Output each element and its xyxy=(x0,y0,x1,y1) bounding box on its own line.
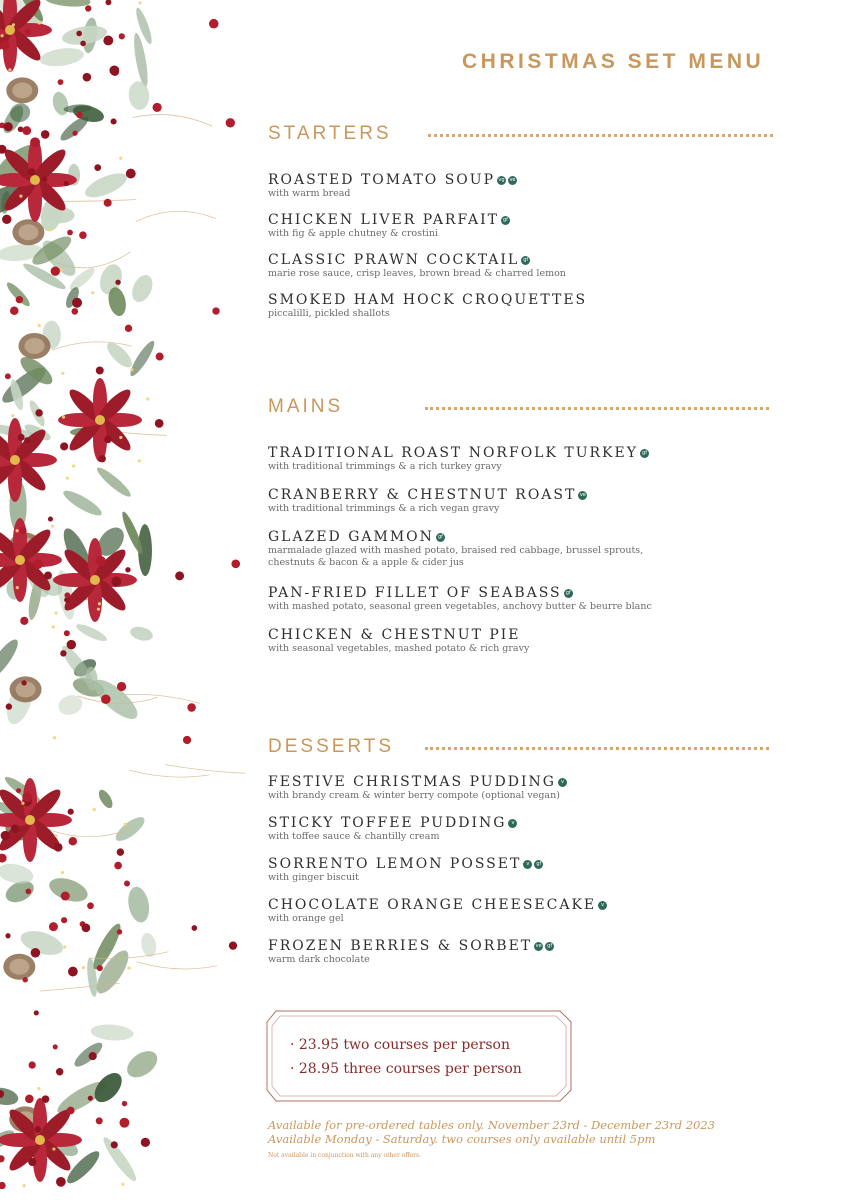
light-sparkle xyxy=(52,1147,55,1150)
availability-note: Available for pre-ordered tables only. November 23rd - December 23rd 2023 xyxy=(268,1118,715,1132)
leaf xyxy=(56,692,85,718)
holly-berry xyxy=(0,1182,6,1189)
dietary-badges xyxy=(576,484,587,503)
leaf xyxy=(39,46,85,69)
menu-item xyxy=(268,442,788,473)
item-name: CHICKEN LIVER PARFAIT xyxy=(268,212,499,228)
poinsettia-center xyxy=(25,815,35,825)
menu-item xyxy=(268,853,788,884)
leaf xyxy=(94,464,134,500)
item-description: with toffee sauce & chantilly cream xyxy=(268,831,440,842)
mains-section xyxy=(268,396,788,654)
light-sparkle xyxy=(54,834,57,837)
holly-berry xyxy=(67,1107,75,1115)
gold-twig xyxy=(165,765,245,774)
holly-berry xyxy=(0,1155,5,1162)
leaf xyxy=(88,674,143,726)
holly-berry xyxy=(16,296,23,303)
leaf xyxy=(100,1134,140,1184)
holly-berry xyxy=(56,1177,66,1187)
leaf xyxy=(50,90,71,117)
mains-divider xyxy=(425,407,769,410)
holly-berry xyxy=(212,307,219,314)
menu-item xyxy=(268,624,788,655)
poinsettia-center xyxy=(30,175,40,185)
holly-berry xyxy=(5,933,10,938)
price-two-courses: · 23.95 two courses per person xyxy=(290,1037,510,1053)
menu-item xyxy=(268,484,788,515)
holly-berry xyxy=(42,176,48,182)
holly-berry xyxy=(155,419,164,428)
light-sparkle xyxy=(8,68,11,71)
leaf xyxy=(61,487,105,520)
leaf xyxy=(4,280,32,309)
poinsettia-center xyxy=(15,555,25,565)
menu-item xyxy=(268,249,788,280)
holly-berry xyxy=(64,181,69,186)
holly-berry xyxy=(105,0,111,5)
holly-berry xyxy=(19,527,26,534)
holly-berry xyxy=(49,922,58,931)
holly-berry xyxy=(35,409,42,416)
dietary-gf-icon: gf xyxy=(436,533,445,542)
holly-berry xyxy=(109,65,119,75)
light-sparkle xyxy=(119,436,122,439)
item-description: with ginger biscuit xyxy=(268,872,359,883)
holly-berry xyxy=(94,164,101,171)
dietary-badges xyxy=(562,582,573,601)
light-sparkle xyxy=(98,602,101,605)
dietary-badges xyxy=(495,169,517,188)
holly-berry xyxy=(0,854,7,863)
menu-item xyxy=(268,582,788,613)
holly-berry xyxy=(21,680,26,685)
holly-berry xyxy=(51,267,60,276)
holly-berry xyxy=(23,977,28,982)
dietary-badges xyxy=(519,249,530,268)
dietary-gf-icon: gf xyxy=(640,449,649,458)
holly-berry xyxy=(64,630,70,636)
holly-berry xyxy=(72,298,82,308)
leaf xyxy=(122,1046,162,1083)
light-sparkle xyxy=(72,464,75,467)
holly-berry xyxy=(89,1052,97,1060)
holly-berry xyxy=(53,1044,58,1049)
light-sparkle xyxy=(16,586,19,589)
holly-berry xyxy=(96,556,106,566)
dietary-vg-icon: vg xyxy=(498,177,505,183)
holly-berry xyxy=(76,31,82,37)
item-name: CLASSIC PRAWN COCKTAIL xyxy=(268,252,520,268)
poinsettia-center xyxy=(95,415,105,425)
light-sparkle xyxy=(55,612,58,615)
dietary-badges xyxy=(506,812,517,831)
desserts-divider xyxy=(425,747,769,750)
leaf xyxy=(112,813,148,845)
dietary-gf-icon: gf xyxy=(521,256,530,265)
price-box-frame xyxy=(266,1010,572,1102)
light-sparkle xyxy=(97,608,100,611)
holly-berry xyxy=(29,1061,36,1068)
floral-border-illustration xyxy=(0,0,270,1200)
light-sparkle xyxy=(11,414,14,417)
item-name: CHICKEN & CHESTNUT PIE xyxy=(268,627,521,643)
item-name: CRANBERRY & CHESTNUT ROAST xyxy=(268,487,577,503)
light-sparkle xyxy=(60,269,63,272)
holly-berry xyxy=(119,33,125,39)
starters-heading: STARTERS xyxy=(268,123,392,144)
holly-berry xyxy=(22,792,32,802)
light-sparkle xyxy=(48,228,51,231)
item-description-continued: chestnuts & bacon & a apple & cider jus xyxy=(268,557,464,568)
holly-berry xyxy=(88,1096,93,1101)
light-sparkle xyxy=(124,823,127,826)
holly-berry xyxy=(61,917,67,923)
holly-berry xyxy=(28,168,36,176)
light-sparkle xyxy=(127,966,130,969)
light-sparkle xyxy=(19,194,22,197)
starters-divider xyxy=(428,134,773,137)
dietary-gf-icon: gf xyxy=(545,942,554,951)
holly-berry xyxy=(33,559,43,569)
item-description: with brandy cream & winter berry compote (optional vegan) xyxy=(268,790,560,801)
holly-berry xyxy=(87,902,94,909)
light-sparkle xyxy=(63,945,66,948)
holly-berry xyxy=(24,29,30,35)
holly-berry xyxy=(18,434,25,441)
holly-berry xyxy=(126,169,136,179)
holly-berry xyxy=(104,436,112,444)
poinsettia-center xyxy=(35,1135,45,1145)
holly-berry xyxy=(64,592,70,598)
holly-berry xyxy=(71,308,78,315)
holly-berry xyxy=(83,73,92,82)
holly-berry xyxy=(5,373,11,379)
holly-berry xyxy=(11,824,20,833)
starters-header xyxy=(268,123,788,149)
dietary-badges xyxy=(532,935,554,954)
holly-berry xyxy=(99,455,106,462)
holly-berry xyxy=(183,736,191,744)
item-name: SORRENTO LEMON POSSET xyxy=(268,856,522,872)
light-sparkle xyxy=(61,871,64,874)
poinsettia-center xyxy=(90,575,100,585)
holly-berry xyxy=(76,112,82,118)
desserts-heading: DESSERTS xyxy=(268,736,395,757)
holly-berry xyxy=(68,967,78,977)
item-name: FROZEN BERRIES & SORBET xyxy=(268,938,533,954)
leaf xyxy=(44,0,91,8)
leaf xyxy=(128,272,156,306)
leaf xyxy=(129,625,155,643)
dietary-badges xyxy=(556,771,567,790)
leaf xyxy=(82,168,130,202)
holly-berry xyxy=(97,965,103,971)
holly-berry xyxy=(125,567,130,572)
holly-berry xyxy=(1,831,10,840)
holly-berry xyxy=(28,1158,36,1166)
leaf xyxy=(127,338,158,378)
light-sparkle xyxy=(82,966,85,969)
holly-berry xyxy=(115,280,120,285)
menu-title: CHRISTMAS SET MENU xyxy=(462,50,765,73)
pinecone-highlight xyxy=(18,224,38,240)
holly-berry xyxy=(209,19,219,29)
dietary-badges xyxy=(521,853,543,872)
holly-berry xyxy=(156,353,164,361)
leaf xyxy=(71,1039,105,1070)
holly-berry xyxy=(117,848,124,855)
holly-berry xyxy=(72,130,77,135)
item-name: TRADITIONAL ROAST NORFOLK TURKEY xyxy=(268,445,638,461)
item-description: with mashed potato, seasonal green vegetables, anchovy butter & beurre blanc xyxy=(268,601,652,612)
holly-berry xyxy=(2,215,11,224)
holly-berry xyxy=(48,517,53,522)
dietary-ve-icon: ve xyxy=(509,177,516,183)
light-sparkle xyxy=(66,476,69,479)
item-name: ROASTED TOMATO SOUP xyxy=(268,172,495,188)
item-description: with seasonal vegetables, mashed potato & rich gravy xyxy=(268,643,530,654)
holly-berry xyxy=(80,41,86,47)
light-sparkle xyxy=(121,1183,124,1186)
item-name: STICKY TOFFEE PUDDING xyxy=(268,815,507,831)
holly-berry xyxy=(191,925,197,931)
menu-item xyxy=(268,894,788,925)
holly-berry xyxy=(124,881,130,887)
light-sparkle xyxy=(146,397,149,400)
dietary-v-icon: v xyxy=(523,860,532,869)
gold-twig xyxy=(136,211,216,221)
holly-berry xyxy=(54,843,63,852)
item-description: marmalade glazed with mashed potato, braised red cabbage, brussel sprouts, xyxy=(268,545,644,556)
holly-berry xyxy=(104,199,112,207)
holly-berry xyxy=(42,1095,50,1103)
holly-berry xyxy=(68,809,74,815)
light-sparkle xyxy=(93,808,96,811)
light-sparkle xyxy=(61,372,64,375)
gold-twig xyxy=(132,115,212,127)
holly-berry xyxy=(103,36,113,46)
gold-twig xyxy=(137,962,217,969)
light-sparkle xyxy=(23,1184,26,1187)
holly-berry xyxy=(24,437,30,443)
dietary-v-icon: v xyxy=(558,778,567,787)
menu-item xyxy=(268,526,788,569)
leaf xyxy=(96,788,115,811)
light-sparkle xyxy=(130,368,133,371)
item-name: CHOCOLATE ORANGE CHEESECAKE xyxy=(268,897,597,913)
holly-berry xyxy=(117,682,126,691)
pinecone-highlight xyxy=(24,338,44,354)
holly-berry xyxy=(111,577,121,587)
poinsettia-center xyxy=(5,25,15,35)
holly-berry xyxy=(0,40,10,50)
holly-berry xyxy=(60,442,68,450)
light-sparkle xyxy=(37,1087,40,1090)
holly-berry xyxy=(22,126,31,135)
holly-berry xyxy=(82,924,91,933)
gold-twig xyxy=(129,770,209,777)
menu-item xyxy=(268,209,788,240)
offer-disclaimer: Not available in conjunction with any other offers. xyxy=(268,1152,422,1159)
menu-item xyxy=(268,771,788,802)
holly-berry xyxy=(96,1117,103,1124)
item-description: piccalilli, pickled shallots xyxy=(268,308,390,319)
gold-twig xyxy=(56,200,136,202)
light-sparkle xyxy=(12,23,15,26)
menu-item xyxy=(268,169,788,200)
item-description: with fig & apple chutney & crostini xyxy=(268,228,438,239)
light-sparkle xyxy=(16,529,19,532)
holly-berry xyxy=(56,1068,63,1075)
holly-berry xyxy=(141,1138,150,1147)
light-sparkle xyxy=(53,736,56,739)
dietary-ve-icon: ve xyxy=(579,492,586,498)
holly-berry xyxy=(31,948,41,958)
light-sparkle xyxy=(38,21,41,24)
item-description: with orange gel xyxy=(268,913,344,924)
holly-berry xyxy=(6,703,12,709)
menu-item xyxy=(268,935,788,966)
holly-berry xyxy=(30,137,40,147)
holly-berry xyxy=(25,889,31,895)
holly-berry xyxy=(229,942,237,950)
leaf xyxy=(90,1023,134,1042)
price-box xyxy=(266,1010,572,1102)
holly-berry xyxy=(61,892,70,901)
holly-berry xyxy=(85,5,91,11)
dietary-gf-icon: gf xyxy=(534,860,543,869)
holly-berry xyxy=(25,1095,34,1104)
item-description: marie rose sauce, crisp leaves, brown bread & charred lemon xyxy=(268,268,566,279)
dietary-gf-icon: gf xyxy=(501,216,510,225)
item-name: GLAZED GAMMON xyxy=(268,529,434,545)
desserts-header xyxy=(268,736,788,762)
holly-berry xyxy=(16,788,21,793)
availability-days: Available Monday - Saturday. two courses only available until 5pm xyxy=(268,1132,656,1146)
holly-berry xyxy=(34,1010,39,1015)
holly-berry xyxy=(122,1101,127,1106)
light-sparkle xyxy=(52,625,55,628)
holly-berry xyxy=(44,572,52,580)
dietary-ve-icon: ve xyxy=(535,943,542,949)
holly-berry xyxy=(41,130,50,139)
holly-berry xyxy=(153,103,162,112)
dietary-badges xyxy=(499,209,510,228)
holly-berry xyxy=(119,1118,129,1128)
item-name: PAN-FRIED FILLET OF SEABASS xyxy=(268,585,562,601)
light-sparkle xyxy=(119,157,122,160)
leaf xyxy=(74,621,109,644)
item-description: with warm bread xyxy=(268,188,351,199)
desserts-section xyxy=(268,736,788,965)
item-description: with traditional trimmings & a rich vegan gravy xyxy=(268,503,500,514)
holly-berry xyxy=(187,703,196,712)
dietary-badges xyxy=(596,894,607,913)
dietary-v-icon: v xyxy=(598,901,607,910)
pinecone-highlight xyxy=(12,82,32,98)
dietary-gf-icon: gf xyxy=(564,589,573,598)
holly-berry xyxy=(114,862,122,870)
starters-section xyxy=(268,123,788,319)
light-sparkle xyxy=(138,459,141,462)
leaf xyxy=(46,874,90,906)
item-description: with traditional trimmings & a rich turkey gravy xyxy=(268,461,502,472)
item-name: FESTIVE CHRISTMAS PUDDING xyxy=(268,774,556,790)
holly-berry xyxy=(58,79,64,85)
item-name: SMOKED HAM HOCK CROQUETTES xyxy=(268,292,588,308)
holly-berry xyxy=(4,122,13,131)
holly-berry xyxy=(111,118,117,124)
light-sparkle xyxy=(0,34,3,37)
item-description: warm dark chocolate xyxy=(268,954,370,965)
holly-berry xyxy=(101,694,111,704)
light-sparkle xyxy=(139,1,142,4)
dietary-v-icon: v xyxy=(508,819,517,828)
leaf xyxy=(125,885,151,924)
holly-berry xyxy=(79,231,87,239)
holly-berry xyxy=(96,367,104,375)
dietary-badges xyxy=(434,526,445,545)
light-sparkle xyxy=(51,525,54,528)
menu-item xyxy=(268,289,788,320)
holly-berry xyxy=(125,325,132,332)
holly-berry xyxy=(67,230,73,236)
holly-berry xyxy=(69,837,77,845)
light-sparkle xyxy=(21,802,24,805)
holly-berry xyxy=(34,1126,40,1132)
mains-heading: MAINS xyxy=(268,396,344,417)
menu-item xyxy=(268,812,788,843)
holly-berry xyxy=(226,118,235,127)
light-sparkle xyxy=(38,324,41,327)
light-sparkle xyxy=(91,291,94,294)
light-sparkle xyxy=(62,416,65,419)
poinsettia-center xyxy=(10,455,20,465)
holly-berry xyxy=(175,571,184,580)
price-three-courses: · 28.95 three courses per person xyxy=(290,1061,522,1077)
leaf xyxy=(0,636,22,683)
holly-berry xyxy=(231,559,240,568)
pinecone-highlight xyxy=(9,959,29,975)
holly-berry xyxy=(60,650,66,656)
dietary-badges xyxy=(638,442,649,461)
holly-berry xyxy=(67,640,76,649)
holly-berry xyxy=(117,929,122,934)
holly-berry xyxy=(20,617,28,625)
mains-header xyxy=(268,396,788,422)
holly-berry xyxy=(111,1141,118,1148)
holly-berry xyxy=(10,307,18,315)
